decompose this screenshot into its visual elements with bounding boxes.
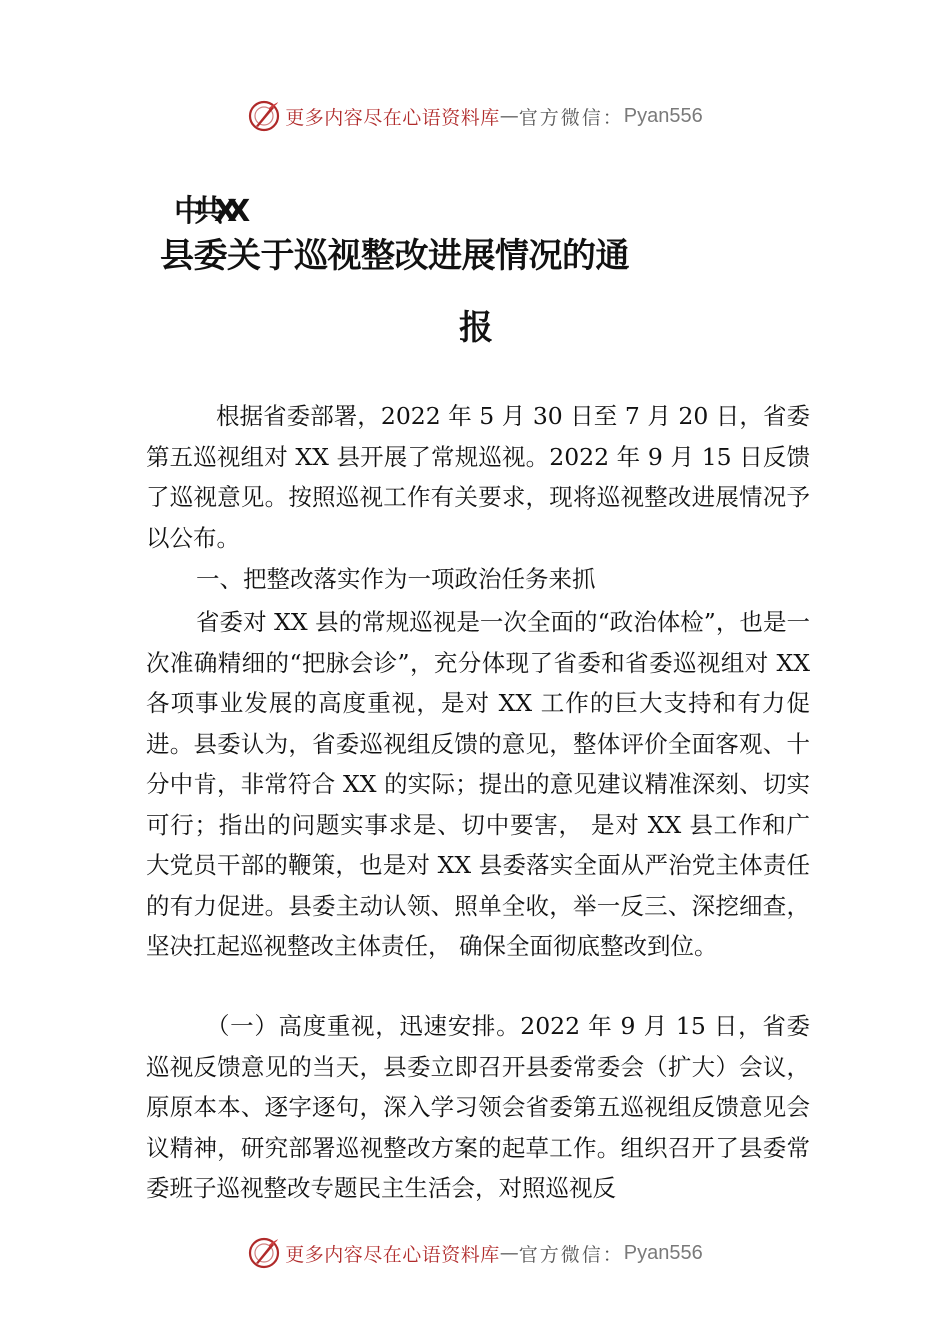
watermark-separator: — — [499, 1242, 519, 1264]
overlapped-heading: 中共XX — [174, 194, 241, 229]
document-title-continuation: 报 — [459, 308, 493, 348]
quill-seal-icon — [247, 99, 281, 133]
watermark-separator: — — [499, 105, 519, 127]
paragraph-inspection-assessment: 省委对 XX 县的常规巡视是一次全面的“政治体检”，也是一次准确精细的“把脉会诊”，充分体现了省委和省委巡视组对 XX 各项事业发展的高度重视，是对 XX 工作的巨大支持和有力促进。县委认为，省委巡视组反馈的意见，整体评价全面客观、十分中肯，非常符合 XX 的实际；提出的意见建议精准深刻、切实可行；指出的问题实事求是、切中要害， 是对 XX 县工作和广大党员干部的鞭策，也是对 XX 县委落实全面从严治党主体责任的有力促进。县委主动认领、照单全收，举一反三、深挖细查，坚决扛起巡视整改主体责任， 确保全面彻底整改到位。 — [146, 608, 810, 960]
paragraph-subsection-1: （一）高度重视，迅速安排。2022 年 9 月 15 日，省委巡视反馈意见的当天，县委立即召开县委常委会（扩大）会议，原原本本、逐字逐句，深入学习领会省委第五巡视组反馈意见会议精神，研究部署巡视整改方案的起草工作。组织召开了县委常委班子巡视整改专题民主生活会，对照巡视反 — [146, 1012, 810, 1202]
document-title: 县委关于巡视整改进展情况的通 — [160, 236, 629, 276]
paragraph-intro: 根据省委部署，2022 年 5 月 30 日至 7 月 20 日，省委第五巡视组对 XX 县开展了常规巡视。2022 年 9 月 15 日反馈了巡视意见。按照巡视工作有关要求，现将巡视整改进展情况予以公布。 — [146, 402, 810, 552]
watermark-label: 官方微信： — [518, 106, 624, 129]
section-heading-1: 一、把整改落实作为一项政治任务来抓 — [196, 565, 596, 593]
watermark-brand-text: 更多内容尽在心语资料库 — [285, 106, 500, 129]
watermark-label: 官方微信： — [518, 1243, 624, 1266]
watermark-wechat-id: Pyan556 — [623, 1241, 703, 1264]
quill-seal-icon — [247, 1236, 281, 1270]
watermark-wechat-id: Pyan556 — [623, 104, 703, 127]
watermark-footer — [0, 1233, 950, 1273]
watermark-header — [0, 96, 950, 136]
watermark-brand-text: 更多内容尽在心语资料库 — [285, 1243, 500, 1266]
